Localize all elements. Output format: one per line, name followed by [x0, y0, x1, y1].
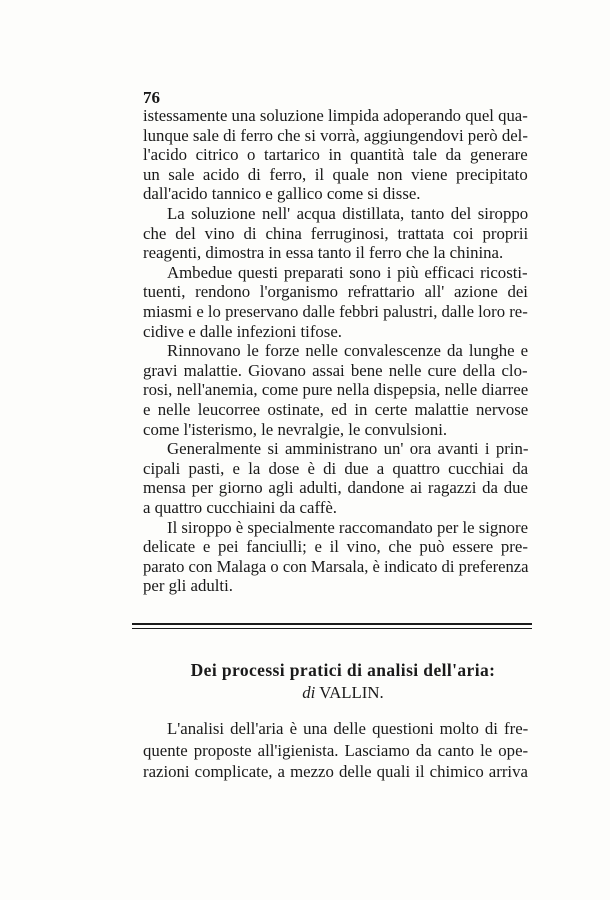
text-line: delicate e pei fanciulli; e il vino, che può essere pre- — [143, 537, 528, 557]
text-line: cipali pasti, e la dose è di due a quattro cucchiai da — [143, 458, 529, 478]
text-line: Generalmente si amministrano un' ora avanti i prin- — [167, 439, 529, 459]
text-line: che del vino di china ferruginosi, trattata coi proprii — [143, 223, 529, 243]
text-line: lunque sale di ferro che si vorrà, aggiungendovi però del- — [143, 125, 528, 145]
text-line: gravi malattie. Giovano assai bene nelle cure della clo- — [143, 360, 528, 380]
byline-author: VALLIN. — [319, 683, 384, 702]
section-separator-rule-1 — [132, 623, 532, 625]
text-line: mensa per giorno agli adulti, dandone ai ragazzi da due — [143, 478, 528, 498]
text-line: cidive e dalle infezioni tifose. — [143, 321, 342, 341]
text-line: tuenti, rendono l'organismo refrattario all' azione dei — [143, 282, 528, 302]
text-line: dall'acido tannico e gallico come si disse. — [143, 184, 421, 204]
text-line: come l'isterismo, le nevralgie, le convulsioni. — [143, 419, 448, 439]
text-line: l'acido citrico o tartarico in quantità tale da generare — [143, 145, 528, 165]
text-line: per gli adulti. — [143, 576, 233, 596]
byline-prefix: di — [302, 683, 316, 702]
text-line: miasmi e lo preservano dalle febbri palustri, dalle loro re- — [143, 302, 528, 321]
text-line: Rinnovano le forze nelle convalescenze da lunghe e — [167, 341, 529, 361]
text-line: rosi, nell'anemia, come pure nella dispepsia, nelle diarree — [143, 380, 529, 400]
text-line: reagenti, dimostra in essa tanto il ferro che la chinina. — [143, 243, 504, 263]
text-line: Il siroppo è specialmente raccomandato per le signore — [167, 517, 529, 537]
text-line: e nelle leucorree ostinate, ed in certe malattie nervose — [143, 400, 529, 419]
text-line: istessamente una soluzione limpida adoperando quel qua- — [143, 106, 528, 125]
text-line: L'analisi dell'aria è una delle questioni molto di fre- — [167, 719, 529, 738]
section-separator-rule-2 — [132, 628, 532, 629]
page-number: 76 — [143, 88, 160, 107]
text-line: un sale acido di ferro, il quale non viene precipitato — [143, 164, 528, 184]
text-line: parato con Malaga o con Marsala, è indicato di preferenza — [143, 556, 529, 576]
text-line: Ambedue questi preparati sono i più efficaci ricosti- — [167, 262, 528, 282]
section-byline — [150, 683, 536, 703]
section-title: Dei processi pratici di analisi dell'aria: — [190, 660, 496, 680]
text-line: quente proposte all'igienista. Lasciamo da canto le ope- — [143, 740, 529, 760]
text-line: a quattro cucchiaini da caffè. — [143, 498, 337, 517]
text-line: La soluzione nell' acqua distillata, tanto del siroppo — [167, 204, 529, 223]
text-line: razioni complicate, a mezzo delle quali il chimico arriva — [143, 762, 528, 781]
